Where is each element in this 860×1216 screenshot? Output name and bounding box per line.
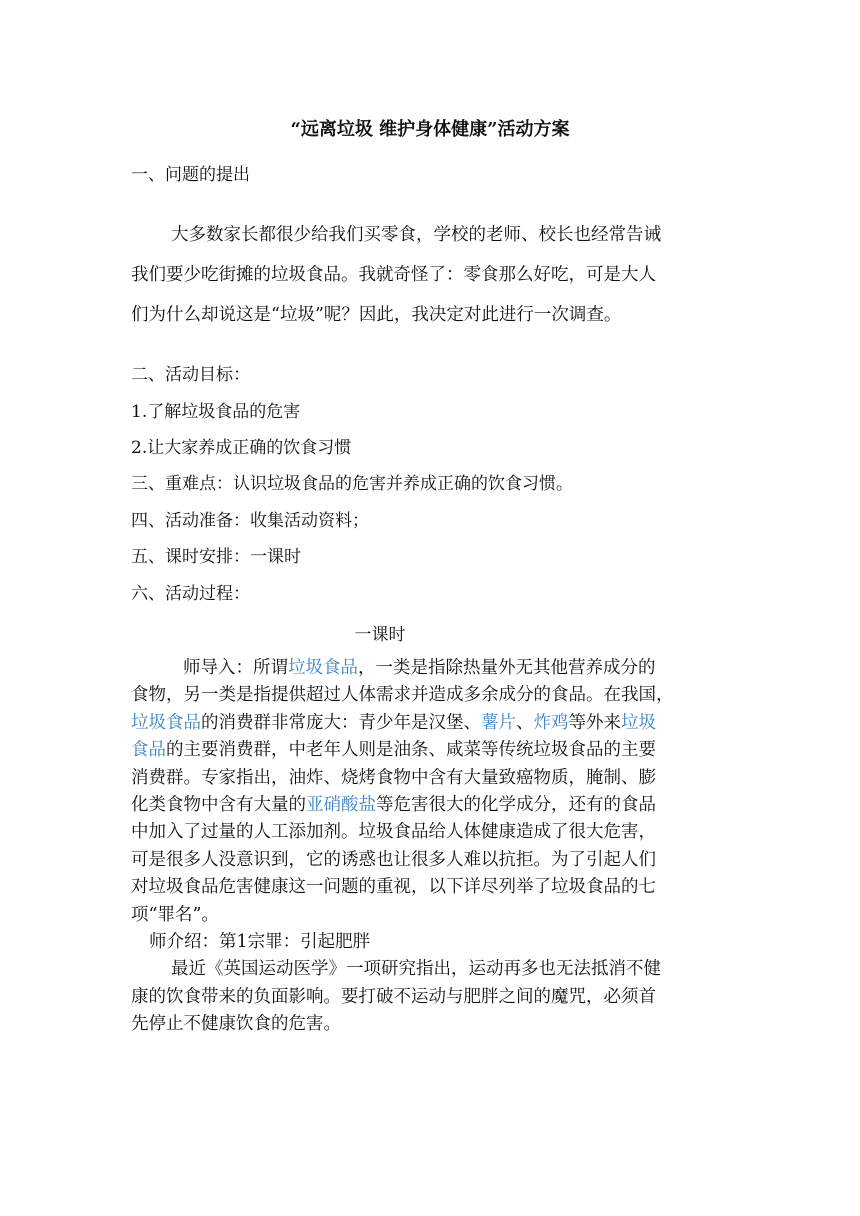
paragraph-line: 我们要少吃街摊的垃圾食品。我就奇怪了：零食那么好吃，可是大人 — [131, 265, 656, 285]
intro-paragraph — [131, 655, 732, 929]
paragraph-line: 化类食物中含有大量的亚硝酸盐等危害很大的化学成分，还有的食品 — [131, 795, 656, 816]
section-heading-process: 六、活动过程： — [131, 584, 250, 604]
paragraph-line: 大多数家长都很少给我们买零食，学校的老师、校长也经常告诫 — [171, 225, 661, 245]
paragraph-line: 消费群。专家指出，油炸、烧烤食物中含有大量致癌物质，腌制、膨 — [131, 767, 656, 788]
paragraph-line: 可是很多人没意识到，它的诱惑也让很多人难以抗拒。为了引起人们 — [131, 849, 656, 870]
section-heading-goals: 二、活动目标： — [131, 365, 250, 385]
paragraph-line: 师导入：所谓垃圾食品，一类是指除热量外无其他营养成分的 — [183, 658, 656, 678]
nitrite-link[interactable]: 亚硝酸盐 — [306, 795, 376, 816]
junk-food-link[interactable]: 食品 — [131, 740, 166, 761]
paragraph-line: 最近《英国运动医学》一项研究指出，运动再多也无法抵消不健 — [171, 959, 661, 980]
section-heading-problem: 一、问题的提出 — [131, 165, 250, 185]
goal-item: 1.了解垃圾食品的危害 — [131, 402, 301, 422]
paragraph-line: 食物，另一类是指提供超过人体需求并造成多余成分的食品。在我国， — [131, 685, 674, 706]
paragraph-line: 们为什么却说这是“垃圾”呢？因此，我决定对此进行一次调查。 — [131, 305, 622, 325]
junk-food-link[interactable]: 垃圾食品 — [288, 658, 358, 678]
section-heading-schedule: 五、课时安排：一课时 — [131, 547, 301, 567]
paragraph-line: 先停止不健康饮食的危害。 — [131, 1014, 341, 1035]
problem-paragraph — [131, 215, 731, 335]
paragraph-line: 康的饮食带来的负面影响。要打破不运动与肥胖之间的魔咒，必须首 — [131, 986, 656, 1007]
crime1-heading: 师介绍：第1宗罪：引起肥胖 — [149, 932, 371, 952]
paragraph-line: 中加入了过量的人工添加剂。垃圾食品给人体健康造成了很大危害， — [131, 822, 656, 843]
crime1-section — [131, 929, 732, 1039]
paragraph-line: 食品的主要消费群，中老年人则是油条、咸菜等传统垃圾食品的主要 — [131, 740, 656, 761]
lesson-label: 一课时 — [354, 625, 406, 645]
junk-food-link[interactable]: 垃圾食品 — [131, 712, 201, 733]
document-title: “远离垃圾 维护身体健康”活动方案 — [290, 119, 570, 140]
goal-item: 2.让大家养成正确的饮食习惯 — [131, 438, 352, 458]
section-heading-key-points: 三、重难点：认识垃圾食品的危害并养成正确的饮食习惯。 — [131, 474, 573, 494]
junk-food-link[interactable]: 垃圾 — [621, 712, 656, 733]
section-heading-preparation: 四、活动准备：收集活动资料； — [131, 511, 369, 531]
fried-chicken-link[interactable]: 炸鸡 — [533, 712, 569, 733]
paragraph-line: 垃圾食品的消费群非常庞大：青少年是汉堡、薯片、炸鸡等外来垃圾 — [131, 712, 656, 733]
paragraph-line: 对垃圾食品危害健康这一问题的重视，以下详尽列举了垃圾食品的七 — [131, 877, 656, 898]
chips-link[interactable]: 薯片 — [481, 712, 516, 733]
paragraph-line: 项“罪名”。 — [131, 904, 219, 925]
